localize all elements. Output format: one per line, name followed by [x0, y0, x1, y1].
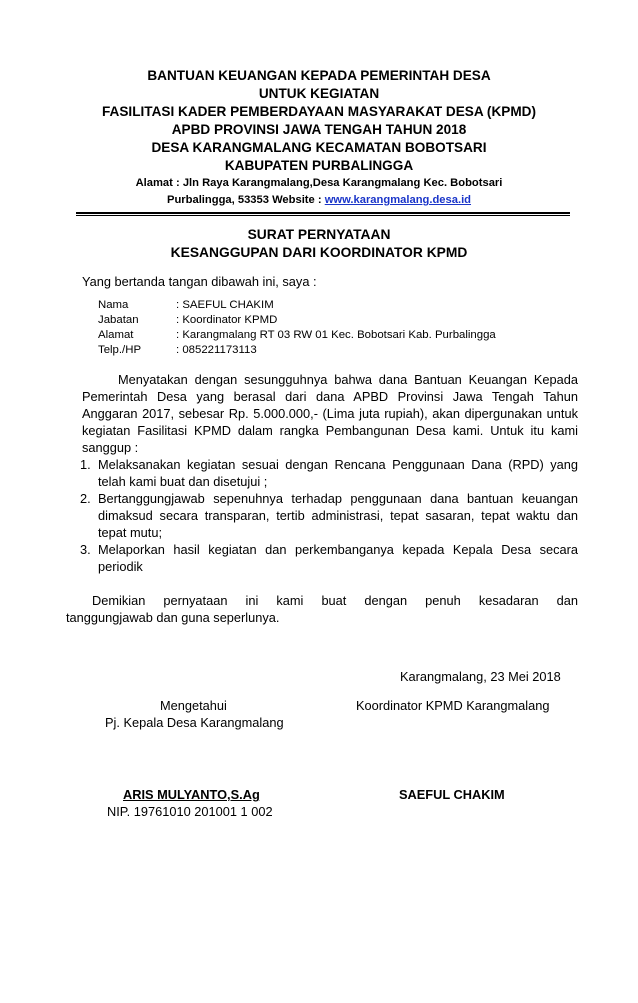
- list-item-line-1: Bertanggungjawab sepenuhnya terhadap penggunaan dana bantuan keuangan: [98, 491, 578, 506]
- header-line-3: FASILITASI KADER PEMBERDAYAAN MASYARAKAT DESA (KPMD): [101, 104, 537, 119]
- right-sign-role: Koordinator KPMD Karangmalang: [356, 698, 550, 713]
- header-divider-thin: [76, 215, 570, 216]
- statement-line-2: Pemerintah Desa yang berasal dari dana APBD Provinsi Jawa Tengah Tahun: [82, 389, 578, 404]
- intro-text: Yang bertanda tangan dibawah ini, saya :: [82, 274, 317, 289]
- list-item-line-1: Melaporkan hasil kegiatan dan perkembanganya kepada Kepala Desa secara: [98, 542, 578, 557]
- header-divider: [76, 212, 570, 214]
- header-line-6: KABUPATEN PURBALINGGA: [224, 158, 414, 173]
- statement-line-1: Menyatakan dengan sesungguhnya bahwa dana Bantuan Keuangan Kepada: [118, 372, 578, 387]
- website-link[interactable]: www.karangmalang.desa.id: [324, 194, 472, 206]
- header-address-1: Alamat : Jln Raya Karangmalang,Desa Karangmalang Kec. Bobotsari: [135, 177, 503, 189]
- header-line-5: DESA KARANGMALANG KECAMATAN BOBOTSARI: [151, 140, 487, 155]
- identity-value: : SAEFUL CHAKIM: [176, 299, 274, 311]
- closing-line-1: Demikian pernyataan ini kami buat dengan penuh kesadaran dan: [92, 593, 578, 608]
- list-item-line-3: tepat mutu;: [98, 525, 163, 540]
- identity-row-address: [98, 328, 496, 342]
- title-line-2: KESANGGUPAN DARI KOORDINATOR KPMD: [170, 245, 468, 260]
- list-item-line-1: Melaksanakan kegiatan sesuai dengan Rencana Penggunaan Dana (RPD) yang: [98, 457, 578, 472]
- list-item-line-2: periodik: [98, 559, 143, 574]
- identity-label: Jabatan: [98, 314, 139, 326]
- left-sign-name: ARIS MULYANTO,S.Ag: [123, 787, 260, 802]
- closing-line-2: tanggungjawab dan guna seperlunya.: [66, 610, 280, 625]
- header-address-2: [0, 192, 638, 209]
- identity-row-position: [98, 313, 277, 327]
- identity-value: : Karangmalang RT 03 RW 01 Kec. Bobotsari Kab. Purbalingga: [176, 329, 496, 341]
- identity-value: : Koordinator KPMD: [176, 314, 278, 326]
- identity-label: Telp./HP: [98, 344, 142, 356]
- identity-row-phone: [98, 343, 257, 357]
- header-line-1: BANTUAN KEUANGAN KEPADA PEMERINTAH DESA: [147, 68, 491, 83]
- identity-value: : 085221173113: [176, 344, 257, 356]
- place-date: Karangmalang, 23 Mei 2018: [400, 669, 561, 684]
- list-item-line-2: dimaksud secara transparan, tertib administrasi, tepat sasaran, tepat waktu dan: [98, 508, 578, 523]
- title-line-1: SURAT PERNYATAAN: [247, 227, 391, 242]
- identity-label: Nama: [98, 299, 129, 311]
- header-line-2: UNTUK KEGIATAN: [258, 86, 380, 101]
- right-sign-name: SAEFUL CHAKIM: [399, 787, 505, 802]
- list-item-line-2: telah kami buat dan disetujui ;: [98, 474, 268, 489]
- list-number: 1.: [80, 457, 91, 472]
- statement-line-5: sanggup :: [82, 440, 139, 455]
- list-item: [80, 456, 578, 490]
- left-sign-role-1: Mengetahui: [160, 698, 227, 713]
- left-sign-nip: NIP. 19761010 201001 1 002: [107, 804, 273, 819]
- identity-label: Alamat: [98, 329, 134, 341]
- left-sign-role-2: Pj. Kepala Desa Karangmalang: [105, 715, 284, 730]
- identity-row-name: [98, 298, 274, 312]
- header-address-2-prefix: Purbalingga, 53353 Website :: [166, 194, 325, 206]
- list-number: 2.: [80, 491, 91, 506]
- list-number: 3.: [80, 542, 91, 557]
- list-item: [80, 541, 578, 575]
- list-item: [80, 490, 578, 541]
- statement-line-3: Anggaran 2017, sebesar Rp. 5.000.000,- (Lima juta rupiah), akan dipergunakan untuk: [82, 406, 578, 421]
- header-line-4: APBD PROVINSI JAWA TENGAH TAHUN 2018: [171, 122, 467, 137]
- statement-line-4: kegiatan Fasilitasi KPMD dalam rangka Pembangunan Desa kami. Untuk itu kami: [82, 423, 578, 438]
